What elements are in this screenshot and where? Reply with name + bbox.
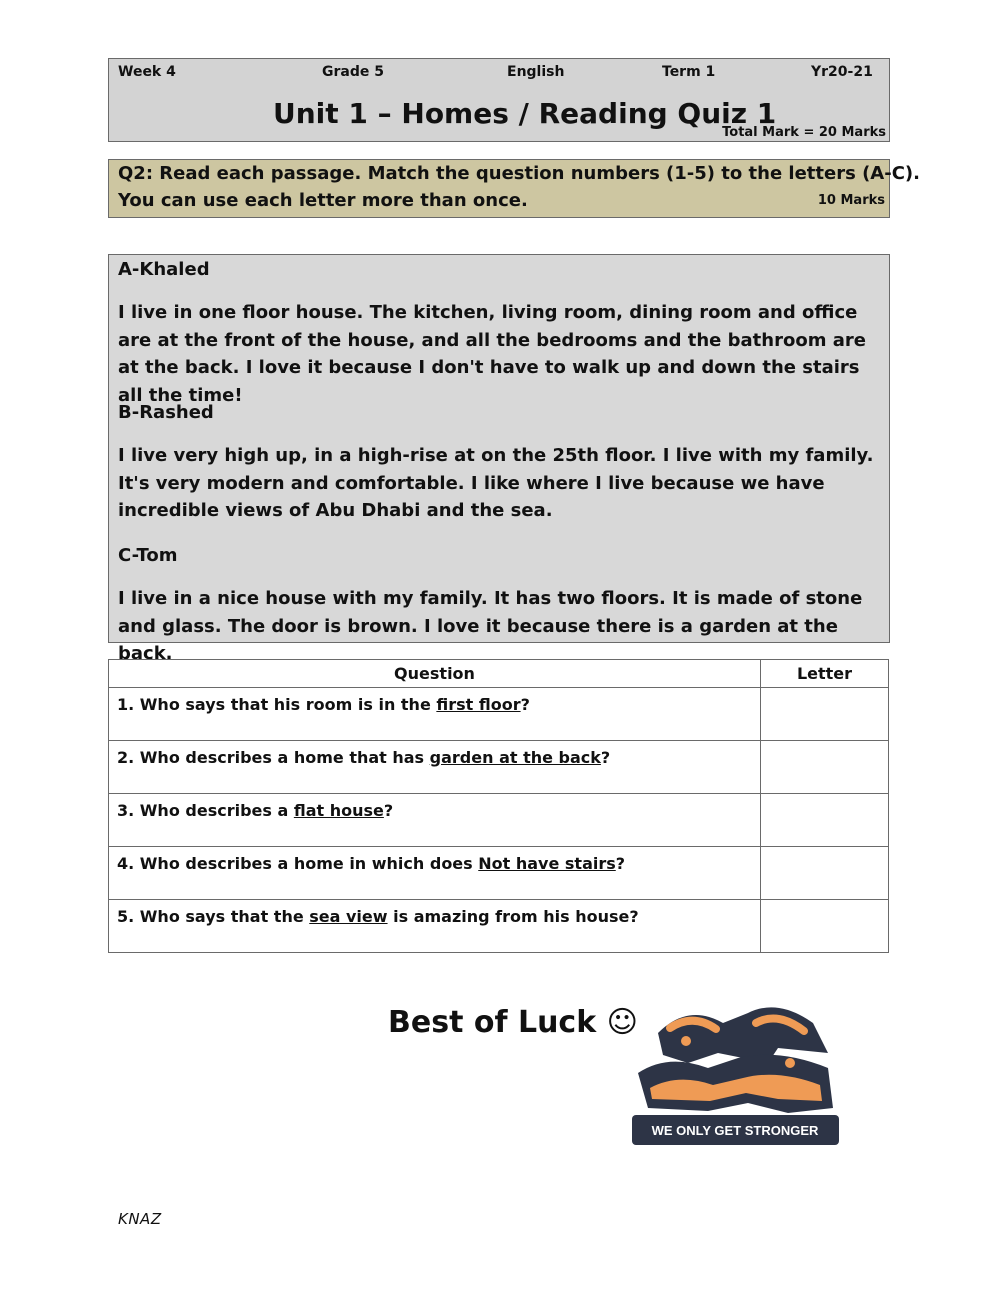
question-text-end: ? xyxy=(615,854,626,873)
answer-cell[interactable] xyxy=(761,794,889,847)
week-label: Week 4 xyxy=(118,64,176,80)
question-marks: 10 Marks xyxy=(817,193,885,208)
passage-c-text: I live in a nice house with my family. It has two floors. It is made of stone and glass. The door is brown. I love it because there is a garden at the back. xyxy=(118,588,863,664)
header-box xyxy=(108,58,890,142)
question-text: 3. Who describes a xyxy=(117,801,294,820)
question-keyword: flat house xyxy=(293,801,384,820)
subject-label: English xyxy=(507,64,565,80)
best-of-luck-text: Best of Luck ☺ xyxy=(388,1005,638,1040)
question-keyword: first floor xyxy=(436,695,521,714)
logo xyxy=(628,993,843,1153)
question-text-end: ? xyxy=(520,695,530,714)
passage-c-title: C-Tom xyxy=(118,545,178,566)
passages-box xyxy=(108,254,890,664)
question-column-header: Question xyxy=(109,660,761,688)
table-row xyxy=(109,741,889,794)
question-keyword: garden at the back xyxy=(429,748,601,767)
table-row xyxy=(109,900,889,953)
logo-dot xyxy=(681,1036,691,1046)
letter-column-header: Letter xyxy=(761,660,889,688)
logo-calligraphy-top xyxy=(658,1007,828,1063)
question-text: 2. Who describes a home that has xyxy=(117,748,430,767)
table-row xyxy=(109,688,889,741)
question-text-end: is amazing from his house? xyxy=(387,907,639,926)
question-keyword: Not have stairs xyxy=(478,854,616,873)
question-cell xyxy=(109,847,761,900)
page-title: Unit 1 – Homes / Reading Quiz 1 xyxy=(273,97,777,130)
term-label: Term 1 xyxy=(662,64,716,80)
logo-graphic xyxy=(628,993,843,1153)
passage-a-title: A-Khaled xyxy=(118,259,210,280)
question-text: 1. Who says that his room is in the xyxy=(117,695,437,714)
table-row xyxy=(109,847,889,900)
question-text: 5. Who says that the xyxy=(117,907,310,926)
grade-label: Grade 5 xyxy=(322,64,384,80)
answer-cell[interactable] xyxy=(761,847,889,900)
passage-a-text: I live in one floor house. The kitchen, living room, dining room and office are at the front of the house, and all the bedrooms and the bathroom are at the back. I love it because I don't have to walk up and down the stairs all the time! xyxy=(118,302,866,406)
question-cell xyxy=(109,900,761,953)
instruction-line-2: You can use each letter more than once. xyxy=(118,190,528,211)
logo-tagline: WE ONLY GET STRONGER xyxy=(651,1123,819,1138)
author-initials: KNAZ xyxy=(118,1210,162,1228)
question-text-end: ? xyxy=(600,748,611,767)
table-header-row xyxy=(109,660,889,688)
question-cell xyxy=(109,794,761,847)
question-cell xyxy=(109,741,761,794)
question-keyword: sea view xyxy=(309,907,388,926)
passage-b-title: B-Rashed xyxy=(118,402,214,423)
total-mark: Total Mark = 20 Marks xyxy=(722,125,886,140)
answer-cell[interactable] xyxy=(761,741,889,794)
question-cell xyxy=(109,688,761,741)
question-table xyxy=(108,659,889,953)
logo-dot xyxy=(785,1058,795,1068)
answer-cell[interactable] xyxy=(761,688,889,741)
instruction-box xyxy=(108,159,920,218)
question-text: 4. Who describes a home in which does xyxy=(117,854,479,873)
answer-cell[interactable] xyxy=(761,900,889,953)
year-label: Yr20-21 xyxy=(811,64,873,80)
question-text-end: ? xyxy=(383,801,394,820)
passage-b-text: I live very high up, in a high-rise at on the 25th floor. I live with my family. It's very modern and comfortable. I like where I live because we have incredible views of Abu Dhabi and the sea. xyxy=(118,445,874,521)
instruction-line-1: Q2: Read each passage. Match the question numbers (1-5) to the letters (A-C). xyxy=(118,163,920,184)
table-row xyxy=(109,794,889,847)
